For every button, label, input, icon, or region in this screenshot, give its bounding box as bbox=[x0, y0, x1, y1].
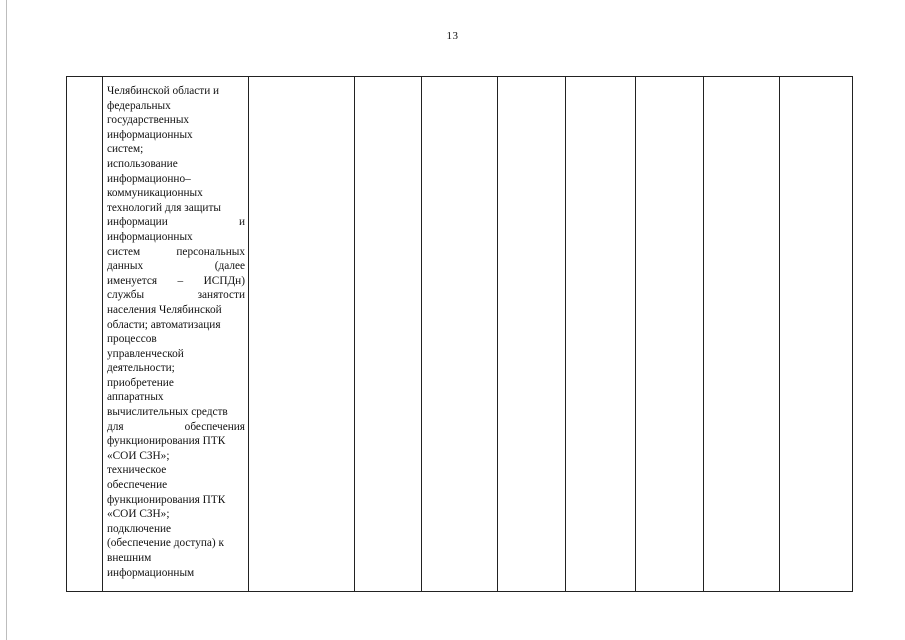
description-line: систем; bbox=[107, 143, 144, 156]
description-line: информации и bbox=[107, 216, 245, 229]
description-line: деятельности; bbox=[107, 362, 175, 375]
description-text bbox=[103, 77, 248, 582]
cell-description bbox=[103, 77, 249, 592]
description-line: «СОИ СЗН»; bbox=[107, 449, 170, 462]
description-line: техническое bbox=[107, 464, 167, 477]
cell-empty bbox=[249, 77, 355, 592]
page-left-edge-rule bbox=[6, 0, 7, 640]
description-line: вычислительных средств bbox=[107, 406, 228, 419]
cell-empty bbox=[780, 77, 853, 592]
cell-empty bbox=[704, 77, 780, 592]
description-line: именуется – ИСПДн) bbox=[107, 274, 245, 287]
description-line: данных (далее bbox=[107, 260, 245, 273]
description-line: государственных bbox=[107, 114, 190, 127]
description-line: процессов bbox=[107, 333, 157, 346]
data-table bbox=[66, 76, 853, 592]
description-line: управленческой bbox=[107, 347, 184, 360]
description-line: информационных bbox=[107, 128, 193, 141]
description-line: федеральных bbox=[107, 99, 171, 112]
cell-empty bbox=[636, 77, 704, 592]
description-line: подключение bbox=[107, 522, 172, 535]
description-line: населения Челябинской bbox=[107, 303, 222, 316]
description-line: информационных bbox=[107, 230, 193, 243]
description-line: информационным bbox=[107, 566, 195, 579]
description-line: для обеспечения bbox=[107, 420, 245, 433]
description-line: функционирования ПТК bbox=[107, 493, 226, 506]
cell-empty bbox=[566, 77, 636, 592]
description-line: технологий для защиты bbox=[107, 201, 221, 214]
cell-empty bbox=[498, 77, 566, 592]
page-number: 13 bbox=[446, 30, 459, 42]
description-line: коммуникационных bbox=[107, 187, 203, 200]
description-line: внешним bbox=[107, 552, 152, 564]
cell-empty bbox=[355, 77, 422, 592]
description-line: Челябинской области и bbox=[107, 85, 220, 97]
cell-number bbox=[67, 77, 103, 592]
description-line: систем персональных bbox=[107, 245, 245, 258]
description-line: обеспечение bbox=[107, 479, 168, 492]
description-line: функционирования ПТК bbox=[107, 435, 226, 448]
cell-empty bbox=[422, 77, 498, 592]
description-line: аппаратных bbox=[107, 391, 164, 404]
description-line: использование bbox=[107, 157, 178, 170]
table-row bbox=[67, 77, 853, 592]
description-line: «СОИ СЗН»; bbox=[107, 508, 170, 521]
description-line: приобретение bbox=[107, 376, 174, 389]
description-line: области; автоматизация bbox=[107, 318, 221, 331]
description-line: (обеспечение доступа) к bbox=[107, 537, 224, 550]
description-line: службы занятости bbox=[107, 289, 245, 302]
description-line: информационно– bbox=[107, 172, 191, 185]
